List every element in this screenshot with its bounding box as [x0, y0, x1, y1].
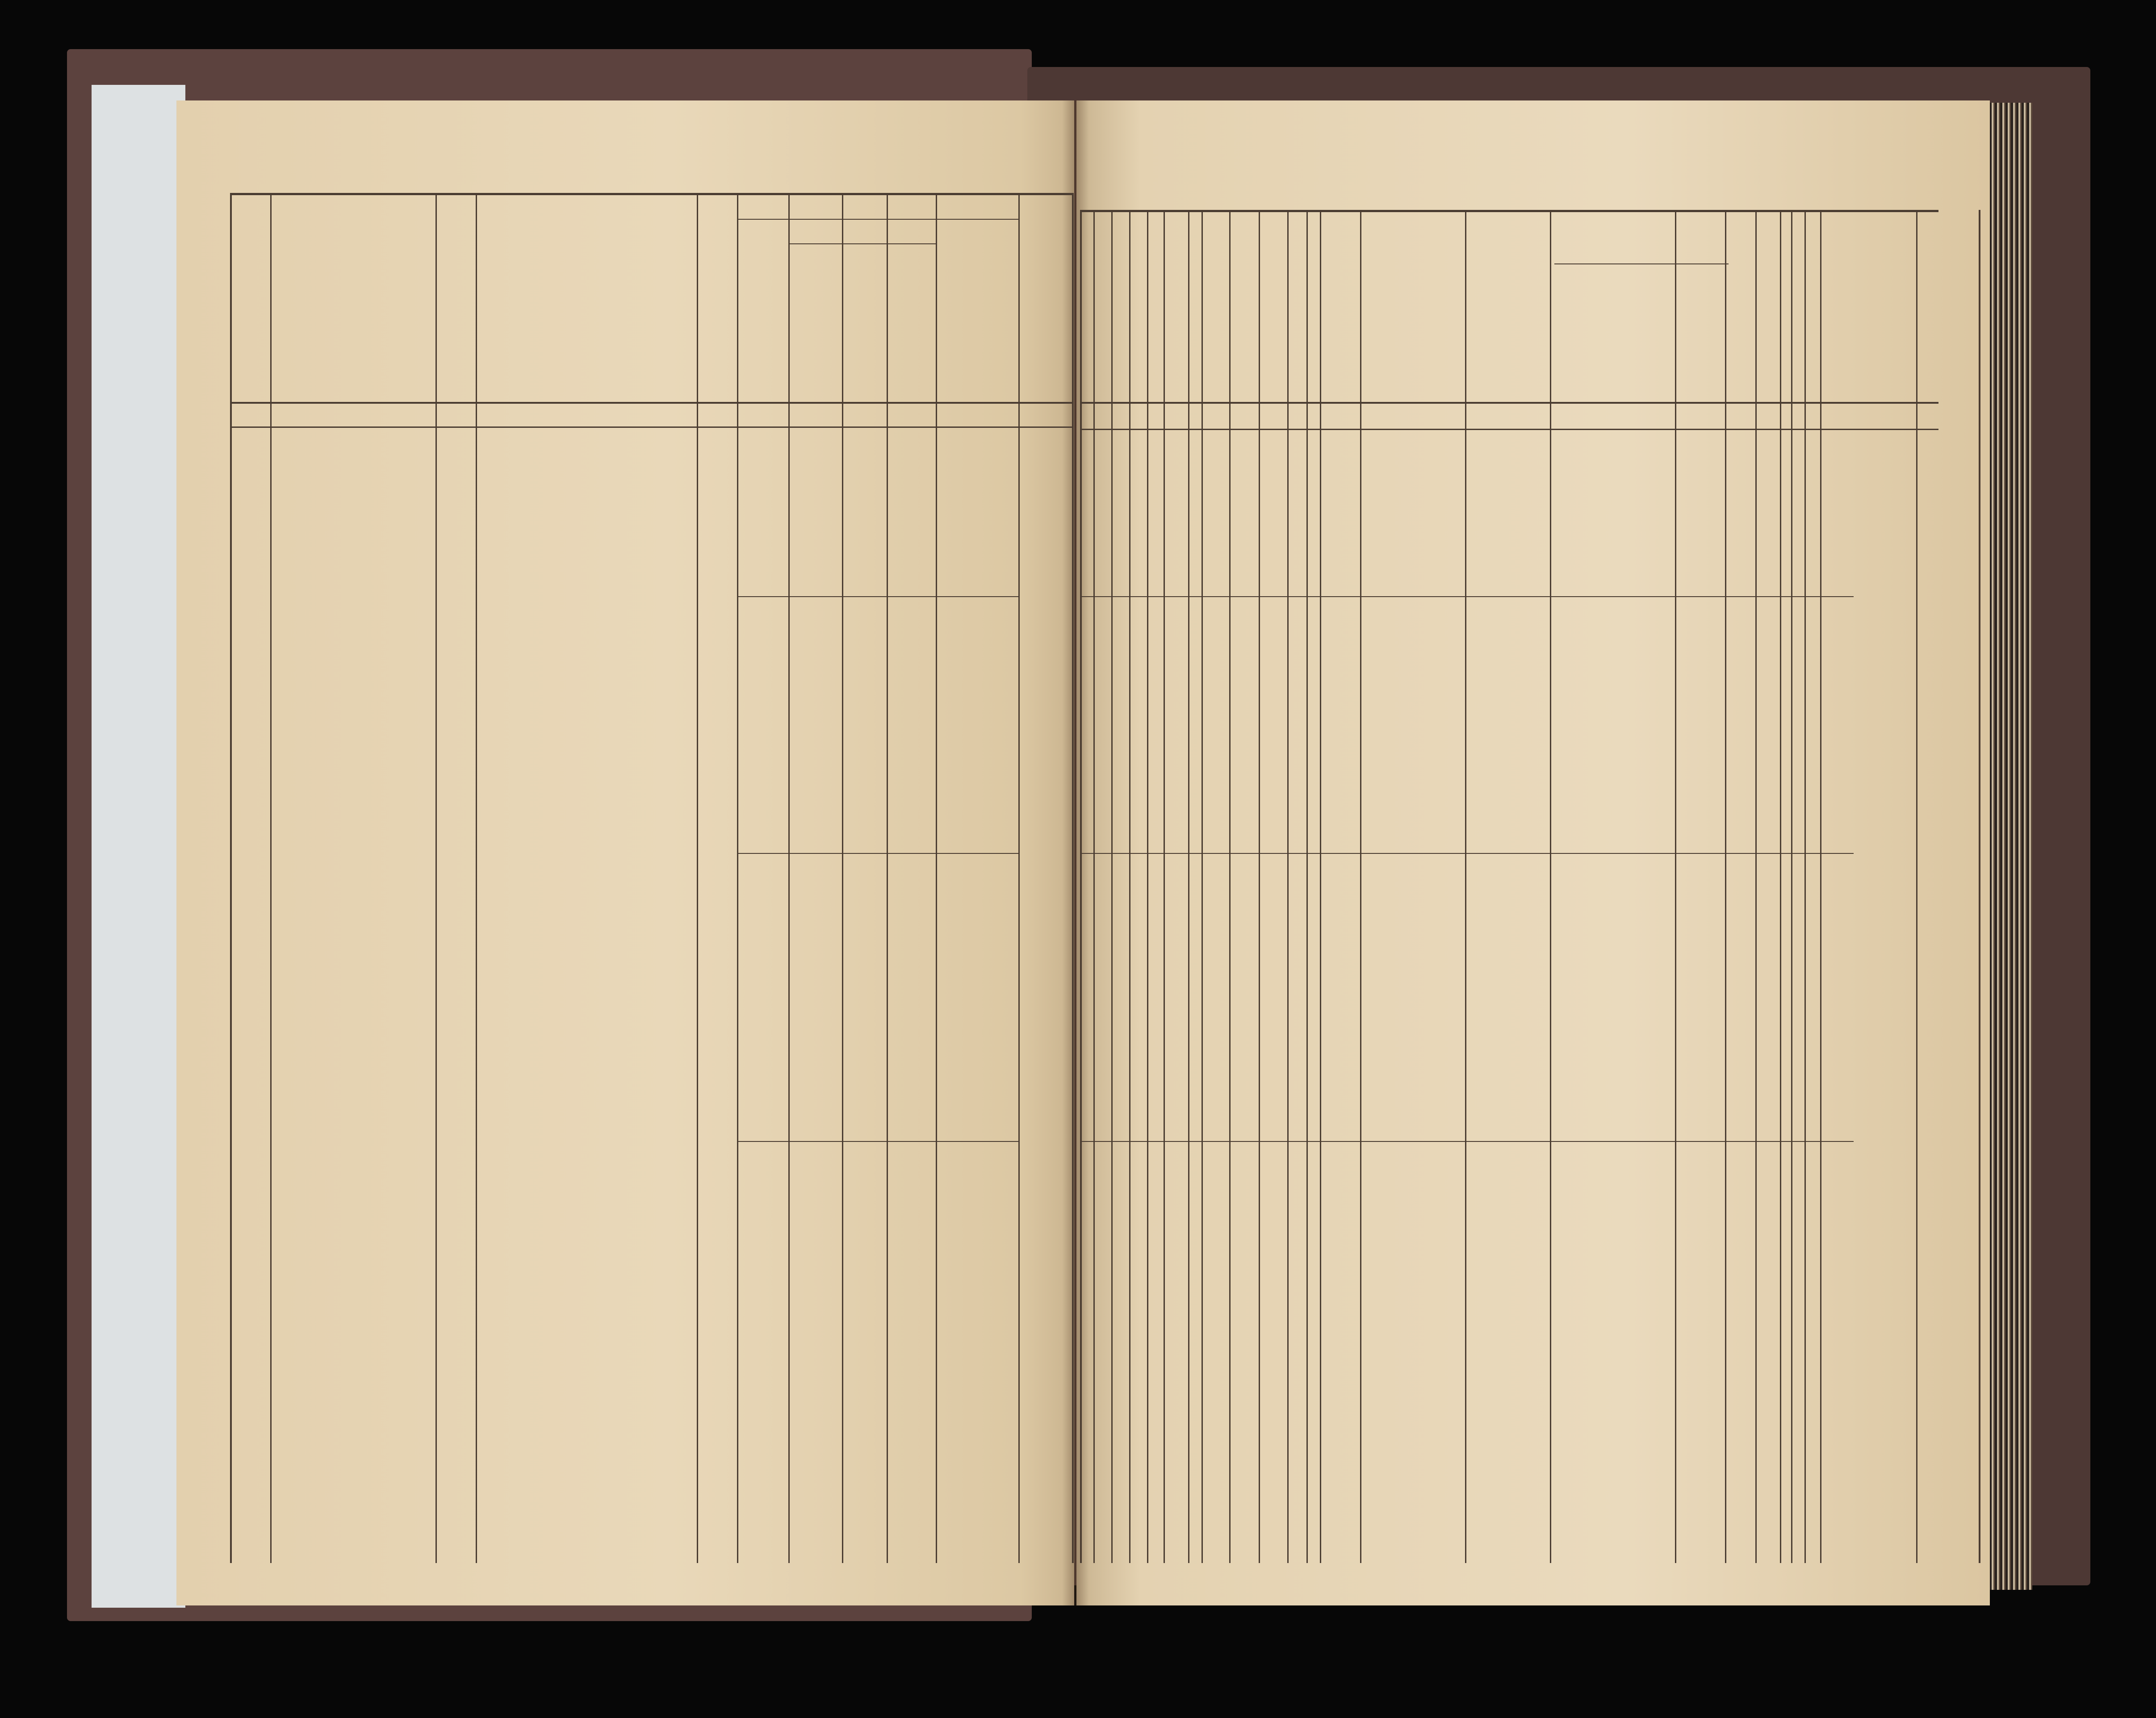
rule — [1080, 596, 1854, 597]
rule — [1080, 210, 1938, 212]
column-divider — [1804, 210, 1806, 1563]
rule — [737, 596, 1018, 597]
header-c7 — [788, 248, 842, 400]
header-c23 — [1443, 250, 1465, 400]
rule — [737, 853, 1018, 854]
column-divider — [1164, 210, 1165, 1563]
rule — [1554, 263, 1729, 264]
column-divider — [1259, 210, 1260, 1563]
rule — [230, 193, 1072, 195]
column-divider — [1072, 193, 1074, 1563]
header-c5 — [697, 196, 737, 400]
column-divider — [1229, 210, 1231, 1563]
header-c9 — [887, 248, 936, 400]
header-c33 — [1733, 232, 1809, 400]
header-c12 — [1080, 250, 1093, 400]
header-c3 — [435, 196, 476, 400]
column-divider — [1820, 210, 1821, 1563]
rule — [1080, 402, 1938, 404]
header-c10 — [936, 221, 1018, 400]
column-divider — [1287, 210, 1289, 1563]
rule — [737, 1141, 1018, 1142]
header-c30 — [1653, 290, 1675, 400]
header-c24 — [1465, 277, 1550, 400]
column-divider — [476, 193, 477, 1563]
header-c6 — [737, 246, 788, 400]
column-divider — [1080, 210, 1082, 1563]
header-c21 — [1320, 263, 1360, 400]
column-divider — [1916, 210, 1917, 1563]
column-divider — [1780, 210, 1781, 1563]
header-c28 — [1608, 290, 1630, 400]
header-c17 — [1201, 263, 1229, 400]
blank-flyleaf — [92, 85, 185, 1608]
header-c13 — [1093, 250, 1111, 400]
column-divider — [1755, 210, 1757, 1563]
column-divider — [270, 193, 272, 1563]
column-divider — [1791, 210, 1792, 1563]
header-c20 — [1287, 268, 1320, 400]
header-c22 — [1360, 250, 1443, 400]
header-c1 — [230, 196, 270, 400]
column-divider — [1111, 210, 1113, 1563]
header-c8 — [842, 248, 887, 400]
rule — [1080, 1141, 1854, 1142]
header-c31 — [1675, 290, 1697, 400]
rule — [230, 426, 1072, 428]
column-divider — [1550, 210, 1551, 1563]
header-c27 — [1590, 290, 1608, 400]
header-c26 — [1574, 290, 1590, 400]
header-c14 — [1111, 250, 1129, 400]
rule — [1080, 429, 1938, 430]
column-divider — [1188, 210, 1189, 1563]
column-divider — [1360, 210, 1361, 1563]
column-divider — [1979, 210, 1980, 1563]
column-divider — [1093, 210, 1095, 1563]
header-c15 — [1129, 250, 1147, 400]
rule — [737, 219, 1018, 220]
column-divider — [1320, 210, 1321, 1563]
header-c29 — [1630, 290, 1653, 400]
rule — [788, 243, 936, 244]
rule — [230, 402, 1072, 404]
column-divider — [1129, 210, 1130, 1563]
rule — [1080, 853, 1854, 854]
header-c19 — [1259, 250, 1287, 400]
column-divider — [1675, 210, 1676, 1563]
column-divider — [1306, 210, 1308, 1563]
header-c25 — [1554, 290, 1574, 400]
header-c34 — [1818, 241, 1871, 400]
column-divider — [1465, 210, 1466, 1563]
column-divider — [1725, 210, 1726, 1563]
header-c18 — [1229, 263, 1259, 400]
column-divider — [1201, 210, 1203, 1563]
header-c16 — [1164, 263, 1188, 400]
header-c32 — [1697, 290, 1725, 400]
column-divider — [1147, 210, 1148, 1563]
header-c11 — [1018, 196, 1072, 400]
header-c35 — [1880, 241, 1930, 400]
